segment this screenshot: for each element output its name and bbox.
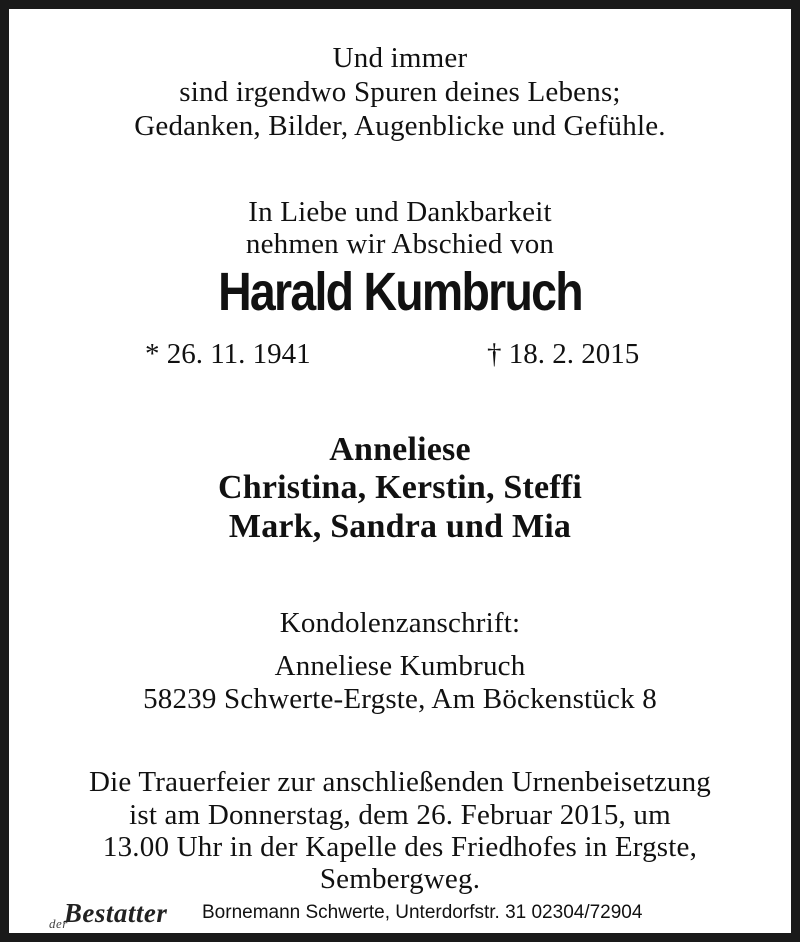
intro-line: In Liebe und Dankbarkeit <box>248 196 552 228</box>
ceremony-line: 13.00 Uhr in der Kapelle des Friedhofes in Ergste, <box>102 831 698 863</box>
verse-line: Und immer <box>332 42 468 74</box>
mourner-line: Christina, Kerstin, Steffi <box>217 469 583 506</box>
condolence-name: Anneliese Kumbruch <box>274 650 526 682</box>
logo-word: Bestatter <box>63 898 168 928</box>
condolence-address: 58239 Schwerte-Ergste, Am Böckenstück 8 <box>143 683 657 715</box>
deceased-name: Harald Kumbruch <box>218 262 582 322</box>
ceremony-line: Sembergweg. <box>319 863 481 895</box>
death-date: † 18. 2. 2015 <box>487 338 640 370</box>
verse-line: Gedanken, Bilder, Augenblicke und Gefühle. <box>134 110 666 142</box>
birth-date: * 26. 11. 1941 <box>145 338 311 370</box>
ceremony-line: ist am Donnerstag, dem 26. Februar 2015, um <box>129 799 671 831</box>
undertaker-footer <box>49 895 789 935</box>
intro-line: nehmen wir Abschied von <box>245 228 555 260</box>
ceremony-line: Die Trauerfeier zur anschließenden Urnenbeisetzung <box>89 766 711 798</box>
undertaker-logo <box>49 895 167 936</box>
undertaker-contact: Bornemann Schwerte, Unterdorfstr. 31 02304/72904 <box>202 902 643 923</box>
mourner-line: Anneliese <box>329 431 471 468</box>
logo-prefix: der <box>49 916 68 931</box>
condolence-label: Kondolenzanschrift: <box>279 607 521 639</box>
mourner-line: Mark, Sandra und Mia <box>228 508 572 545</box>
verse-line: sind irgendwo Spuren deines Lebens; <box>179 76 621 108</box>
